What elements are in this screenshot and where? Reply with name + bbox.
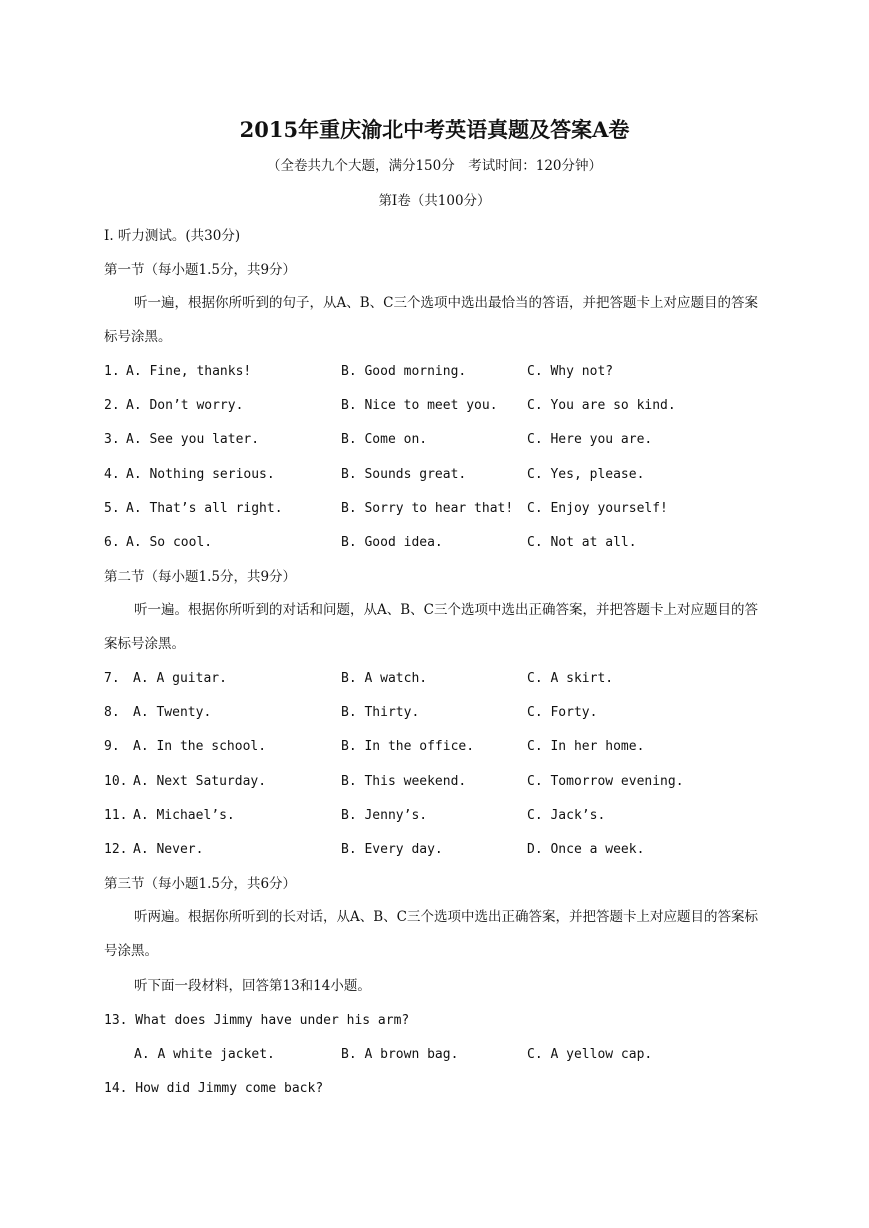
option-a: A. Don’t worry. (126, 398, 244, 414)
option-c: C. Yes, please. (527, 466, 645, 482)
section2-instruction-text: 听一遍。根据你所听到的对话和问题，从A、B、C三个选项中选出正确答案，并把答题卡上对应题目的答案标号涂黑。 (104, 602, 758, 652)
section3-instruction (104, 900, 768, 968)
q13-option-a: A. A white jacket. (134, 1047, 275, 1062)
option-b: B. Thirty. (341, 705, 420, 721)
question-number: 12. (104, 842, 128, 857)
option-c: C. Here you are. (527, 432, 653, 448)
option-b: B. Come on. (341, 432, 428, 448)
q13-option-b: B. A brown bag. (341, 1047, 459, 1062)
option-c: C. In her home. (527, 739, 645, 755)
option-b: B. Good idea. (341, 535, 443, 550)
question-number: 3. (104, 432, 120, 448)
question-number: 10. (104, 773, 128, 789)
part-heading: I. 听力测试。(共30分) (104, 228, 241, 244)
section2-heading: 第二节（每小题1.5分，共9分） (104, 569, 297, 585)
section3-heading: 第三节（每小题1.5分，共6分） (104, 876, 297, 892)
option-b: B. This weekend. (341, 773, 467, 789)
question-number: 9. (104, 739, 120, 755)
section2-instruction (104, 593, 768, 661)
option-a: A. That’s all right. (126, 500, 283, 516)
option-a: A. So cool. (126, 535, 213, 550)
question-number: 2. (104, 398, 120, 414)
option-a: A. Twenty. (133, 705, 212, 721)
section1-instruction (104, 286, 768, 354)
q13-option-c: C. A yellow cap. (527, 1047, 653, 1062)
exam-subtitle: （全卷共九个大题，满分150分 考试时间：120分钟） (266, 158, 603, 174)
q13-stem: 13. What does Jimmy have under his arm? (104, 1013, 410, 1028)
option-c: C. Why not? (527, 364, 614, 379)
option-b: B. Sounds great. (341, 466, 467, 482)
option-b: B. Sorry to hear that! (341, 500, 514, 516)
option-b: B. Good morning. (341, 364, 467, 379)
option-a: A. Never. (133, 842, 204, 857)
option-c: D. Once a week. (527, 842, 645, 857)
question-number: 7. (104, 671, 120, 686)
option-b: B. Jenny’s. (341, 807, 428, 823)
volume-heading: 第Ⅰ卷（共100分） (378, 193, 491, 209)
question-number: 11. (104, 807, 128, 823)
section3-instruction-text: 听两遍。根据你所听到的长对话，从A、B、C三个选项中选出正确答案，并把答题卡上对应题目的答案标号涂黑。 (104, 909, 758, 959)
option-b: B. In the office. (341, 739, 475, 755)
question-number: 4. (104, 466, 120, 482)
option-c: C. You are so kind. (527, 398, 676, 414)
option-a: A. Next Saturday. (133, 773, 267, 789)
option-c: C. Enjoy yourself! (527, 500, 668, 516)
option-a: A. See you later. (126, 432, 260, 448)
option-c: C. Forty. (527, 705, 598, 721)
section1-instruction-text: 听一遍，根据你所听到的句子，从A、B、C三个选项中选出最恰当的答语，并把答题卡上对应题目的答案标号涂黑。 (104, 295, 758, 345)
question-number: 8. (104, 705, 120, 721)
option-a: A. Michael’s. (133, 807, 235, 823)
page-title: 2015年重庆渝北中考英语真题及答案A卷 (239, 117, 630, 142)
option-c: C. Jack’s. (527, 807, 606, 823)
option-a: A. A guitar. (133, 671, 227, 686)
option-a: A. In the school. (133, 739, 267, 755)
option-c: C. Not at all. (527, 535, 637, 550)
option-a: A. Nothing serious. (126, 466, 275, 482)
option-b: B. A watch. (341, 671, 428, 686)
option-a: A. Fine, thanks! (126, 364, 252, 379)
question-number: 6. (104, 535, 120, 550)
option-c: C. Tomorrow evening. (527, 773, 684, 789)
material-note: 听下面一段材料，回答第13和14小题。 (134, 978, 371, 994)
question-number: 1. (104, 364, 120, 379)
option-b: B. Nice to meet you. (341, 398, 498, 414)
question-number: 5. (104, 500, 120, 516)
section1-heading: 第一节（每小题1.5分，共9分） (104, 262, 297, 278)
option-b: B. Every day. (341, 842, 443, 857)
option-c: C. A skirt. (527, 671, 614, 686)
q14-stem: 14. How did Jimmy come back? (104, 1081, 324, 1096)
